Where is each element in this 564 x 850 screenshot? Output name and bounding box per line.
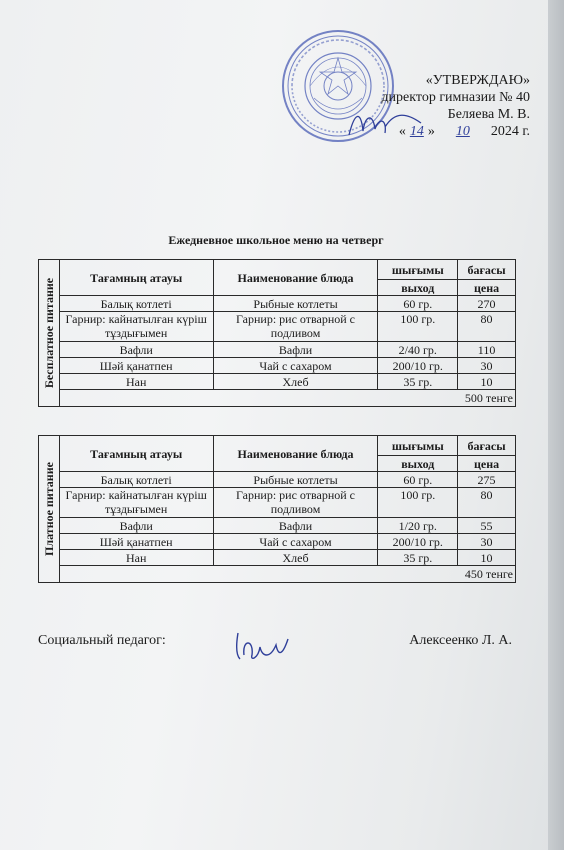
approval-name: Беляева М. В. [447,107,530,122]
approval-heading: «УТВЕРЖДАЮ» [425,73,530,88]
free-side-label: Бесплатное питание [41,277,56,389]
table-row: Нан Хлеб 35 гр. 10 [39,374,516,390]
header-ru-name: Наименование блюда [213,260,378,296]
approval-position: директор гимназии № 40 [381,90,530,105]
header-kz-name: Тағамның атауы [59,260,213,296]
table-row: Шәй қанатпен Чай с сахаром 200/10 гр. 30 [39,358,516,374]
table-row: Вафли Вафли 2/40 гр. 110 [39,342,516,358]
page-edge [548,0,564,850]
header-ru-name: Наименование блюда [213,436,378,472]
paid-total: 450 тенге [59,566,515,583]
header-price-kz: бағасы [458,260,516,280]
approval-date: « 14 » 10 2024 г. [398,124,530,139]
paid-side-label-cell [39,436,60,583]
approval-date-day: 14 [409,124,424,139]
table-row: Гарнир: кайнатылған күріш тұздығымен Гарнир: рис отварной с подливом 100 гр. 80 [39,312,516,342]
signatory-name: Алексеенко Л. А. [409,633,512,648]
header-price-ru: цена [458,280,516,296]
header-kz-name: Тағамның атауы [59,436,213,472]
header-out-ru: выход [378,456,458,472]
menu-title: Ежедневное школьное меню на четверг [168,233,384,247]
free-side-label-cell [39,260,60,407]
paid-side-label: Платное питание [41,462,56,556]
header-out-kz: шығымы [378,436,458,456]
table-row: Нан Хлеб 35 гр. 10 [39,550,516,566]
paid-meal-table [38,435,516,583]
header-price-ru: цена [458,456,516,472]
table-row: Балық котлеті Рыбные котлеты 60 гр. 275 [39,472,516,488]
table-row: Гарнир: кайнатылған күріш тұздығымен Гарнир: рис отварной с подливом 100 гр. 80 [39,488,516,518]
table-row: Балық котлеті Рыбные котлеты 60 гр. 270 [39,296,516,312]
table-total-row [39,390,516,407]
header-out-ru: выход [378,280,458,296]
header-out-kz: шығымы [378,260,458,280]
table-row: Вафли Вафли 1/20 гр. 55 [39,518,516,534]
table-total-row [39,566,516,583]
table-row: Шәй қанатпен Чай с сахаром 200/10 гр. 30 [39,534,516,550]
pedagogue-signature [232,625,292,665]
signatory-position: Социальный педагог: [38,633,166,648]
header-price-kz: бағасы [458,436,516,456]
director-signature [345,105,425,145]
free-total: 500 тенге [59,390,515,407]
free-meal-table [38,259,516,407]
approval-date-month: 10 [455,124,470,139]
